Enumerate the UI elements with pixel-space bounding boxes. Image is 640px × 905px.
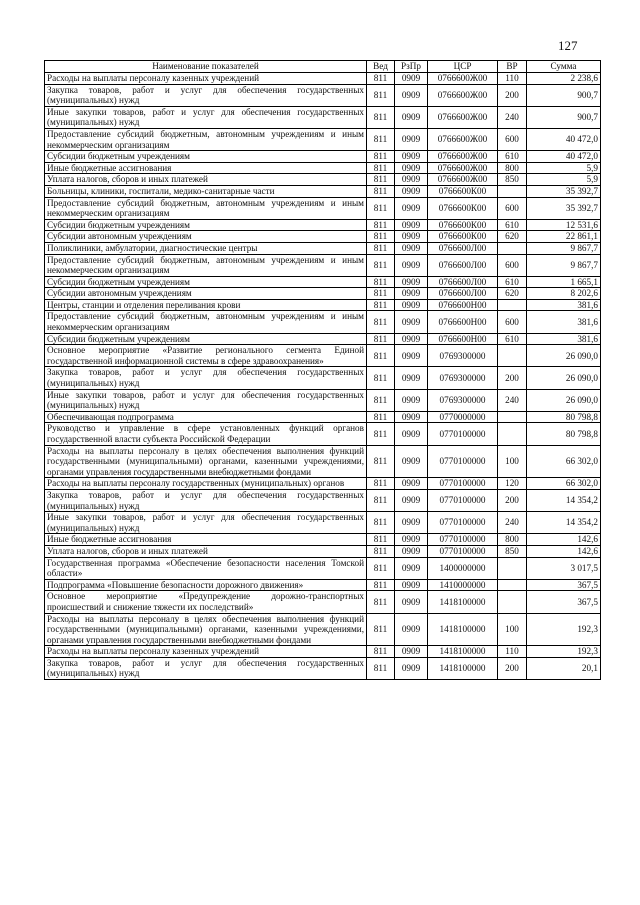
row-vr: 620 [498, 288, 527, 300]
row-vr: 850 [498, 174, 527, 186]
row-name: Субсидии бюджетным учреждениям [45, 276, 367, 288]
row-sum: 900,7 [527, 106, 601, 128]
row-rzpr: 0909 [395, 299, 428, 311]
table-row [45, 162, 601, 174]
row-name: Расходы на выплаты персоналу казенных учреждений [45, 73, 367, 85]
row-ved: 811 [367, 254, 395, 276]
row-sum: 367,5 [527, 579, 601, 591]
row-sum: 26 090,0 [527, 345, 601, 367]
row-name: Подпрограмма «Повышение безопасности дорожного движения» [45, 579, 367, 591]
row-vr: 100 [498, 613, 527, 646]
row-ved: 811 [367, 162, 395, 174]
table-row [45, 591, 601, 613]
row-sum: 12 531,6 [527, 219, 601, 231]
row-csr: 0766600Ж00 [428, 128, 498, 150]
row-name: Государственная программа «Обеспечение безопасности населения Томской области» [45, 557, 367, 579]
row-ved: 811 [367, 219, 395, 231]
table-row [45, 478, 601, 490]
row-ved: 811 [367, 534, 395, 546]
row-csr: 0770100000 [428, 534, 498, 546]
header-name: Наименование показателей [45, 61, 367, 73]
row-csr: 0766600Л00 [428, 242, 498, 254]
row-name: Расходы на выплаты персоналу государственных (муниципальных) органов [45, 478, 367, 490]
row-vr: 600 [498, 311, 527, 333]
table-row [45, 276, 601, 288]
row-sum: 381,6 [527, 311, 601, 333]
row-ved: 811 [367, 591, 395, 613]
row-csr: 0770100000 [428, 478, 498, 490]
row-csr: 0766600Н00 [428, 299, 498, 311]
table-row [45, 423, 601, 445]
row-ved: 811 [367, 128, 395, 150]
row-vr: 240 [498, 106, 527, 128]
row-csr: 1400000000 [428, 557, 498, 579]
row-name: Предоставление субсидий бюджетным, автономным учреждениям и иным некоммерческим организациям [45, 128, 367, 150]
row-name: Субсидии автономным учреждениям [45, 231, 367, 243]
row-rzpr: 0909 [395, 73, 428, 85]
row-csr: 0770000000 [428, 411, 498, 423]
table-row [45, 613, 601, 646]
table-row [45, 389, 601, 411]
row-vr: 610 [498, 276, 527, 288]
row-ved: 811 [367, 557, 395, 579]
row-csr: 1410000000 [428, 579, 498, 591]
row-vr: 100 [498, 445, 527, 478]
row-rzpr: 0909 [395, 128, 428, 150]
row-vr [498, 411, 527, 423]
row-csr: 0766600Л00 [428, 288, 498, 300]
row-vr: 610 [498, 151, 527, 163]
row-rzpr: 0909 [395, 489, 428, 511]
row-rzpr: 0909 [395, 276, 428, 288]
row-name: Закупка товаров, работ и услуг для обеспечения государственных (муниципальных) нужд [45, 489, 367, 511]
table-row [45, 557, 601, 579]
row-name: Основное мероприятие «Предупреждение дорожно-транспортных происшествий и снижение тяжести их последствий» [45, 591, 367, 613]
row-vr: 240 [498, 389, 527, 411]
row-ved: 811 [367, 478, 395, 490]
row-rzpr: 0909 [395, 333, 428, 345]
row-name: Иные бюджетные ассигнования [45, 534, 367, 546]
row-rzpr: 0909 [395, 389, 428, 411]
row-vr [498, 591, 527, 613]
row-sum: 66 302,0 [527, 445, 601, 478]
row-csr: 0766600Ж00 [428, 151, 498, 163]
row-csr: 0766600К00 [428, 185, 498, 197]
row-name: Иные закупки товаров, работ и услуг для обеспечения государственных (муниципальных) нужд [45, 512, 367, 534]
row-name: Предоставление субсидий бюджетным, автономным учреждениям и иным некоммерческим организациям [45, 311, 367, 333]
row-vr: 110 [498, 73, 527, 85]
row-sum: 14 354,2 [527, 489, 601, 511]
table-row [45, 311, 601, 333]
row-rzpr: 0909 [395, 231, 428, 243]
row-rzpr: 0909 [395, 84, 428, 106]
row-sum: 2 238,6 [527, 73, 601, 85]
row-csr: 0766600Ж00 [428, 73, 498, 85]
row-ved: 811 [367, 197, 395, 219]
row-name: Закупка товаров, работ и услуг для обеспечения государственных (муниципальных) нужд [45, 657, 367, 679]
row-rzpr: 0909 [395, 591, 428, 613]
row-rzpr: 0909 [395, 411, 428, 423]
row-sum: 381,6 [527, 333, 601, 345]
row-sum: 80 798,8 [527, 411, 601, 423]
row-ved: 811 [367, 389, 395, 411]
table-row [45, 174, 601, 186]
row-rzpr: 0909 [395, 242, 428, 254]
row-rzpr: 0909 [395, 174, 428, 186]
row-name: Расходы на выплаты персоналу казенных учреждений [45, 646, 367, 658]
row-ved: 811 [367, 311, 395, 333]
table-row [45, 231, 601, 243]
row-sum: 40 472,0 [527, 151, 601, 163]
row-csr: 0770100000 [428, 512, 498, 534]
row-name: Расходы на выплаты персоналу в целях обеспечения выполнения функций государственными (муниципальными) органами, казенными учреждениями, органами управления государственными внебюджетными фондами [45, 445, 367, 478]
row-sum: 5,9 [527, 162, 601, 174]
row-csr: 0770100000 [428, 423, 498, 445]
table-row [45, 579, 601, 591]
row-csr: 0766600Ж00 [428, 106, 498, 128]
row-rzpr: 0909 [395, 151, 428, 163]
row-sum: 20,1 [527, 657, 601, 679]
row-csr: 0770100000 [428, 489, 498, 511]
table-row [45, 411, 601, 423]
row-name: Поликлиники, амбулатории, диагностические центры [45, 242, 367, 254]
row-csr: 1418100000 [428, 657, 498, 679]
header-vr: ВР [498, 61, 527, 73]
row-vr: 620 [498, 231, 527, 243]
row-sum: 66 302,0 [527, 478, 601, 490]
row-sum: 3 017,5 [527, 557, 601, 579]
row-ved: 811 [367, 545, 395, 557]
row-sum: 9 867,7 [527, 254, 601, 276]
row-rzpr: 0909 [395, 162, 428, 174]
row-ved: 811 [367, 288, 395, 300]
row-sum: 35 392,7 [527, 185, 601, 197]
row-ved: 811 [367, 185, 395, 197]
row-vr [498, 579, 527, 591]
row-vr: 200 [498, 84, 527, 106]
row-name: Предоставление субсидий бюджетным, автономным учреждениям и иным некоммерческим организациям [45, 197, 367, 219]
row-sum: 142,6 [527, 534, 601, 546]
row-rzpr: 0909 [395, 311, 428, 333]
row-vr: 200 [498, 489, 527, 511]
row-rzpr: 0909 [395, 254, 428, 276]
row-vr: 850 [498, 545, 527, 557]
table-row [45, 489, 601, 511]
row-csr: 0766600Ж00 [428, 84, 498, 106]
row-ved: 811 [367, 423, 395, 445]
row-ved: 811 [367, 242, 395, 254]
row-vr: 600 [498, 197, 527, 219]
row-csr: 1418100000 [428, 613, 498, 646]
row-sum: 40 472,0 [527, 128, 601, 150]
table-row [45, 106, 601, 128]
header-ved: Вед [367, 61, 395, 73]
row-sum: 80 798,8 [527, 423, 601, 445]
row-vr: 200 [498, 367, 527, 389]
row-ved: 811 [367, 489, 395, 511]
row-name: Закупка товаров, работ и услуг для обеспечения государственных (муниципальных) нужд [45, 367, 367, 389]
row-sum: 192,3 [527, 646, 601, 658]
row-name: Иные закупки товаров, работ и услуг для обеспечения государственных (муниципальных) нужд [45, 389, 367, 411]
row-vr: 610 [498, 219, 527, 231]
row-csr: 1418100000 [428, 591, 498, 613]
row-vr: 600 [498, 254, 527, 276]
row-vr: 610 [498, 333, 527, 345]
table-row [45, 84, 601, 106]
row-name: Расходы на выплаты персоналу в целях обеспечения выполнения функций государственными (муниципальными) органами, казенными учреждениями, органами управления государственными внебюджетными фондами [45, 613, 367, 646]
row-rzpr: 0909 [395, 219, 428, 231]
row-rzpr: 0909 [395, 579, 428, 591]
row-vr: 110 [498, 646, 527, 658]
row-vr: 800 [498, 534, 527, 546]
row-csr: 0769300000 [428, 367, 498, 389]
row-ved: 811 [367, 106, 395, 128]
row-rzpr: 0909 [395, 512, 428, 534]
table-row [45, 151, 601, 163]
row-csr: 0766600Н00 [428, 333, 498, 345]
table-row [45, 254, 601, 276]
row-csr: 0766600Л00 [428, 254, 498, 276]
row-sum: 22 861,1 [527, 231, 601, 243]
row-name: Субсидии бюджетным учреждениям [45, 151, 367, 163]
row-rzpr: 0909 [395, 545, 428, 557]
row-csr: 0766600Н00 [428, 311, 498, 333]
row-vr [498, 185, 527, 197]
table-row [45, 646, 601, 658]
table-row [45, 242, 601, 254]
table-row [45, 128, 601, 150]
row-sum: 142,6 [527, 545, 601, 557]
row-name: Уплата налогов, сборов и иных платежей [45, 545, 367, 557]
table-row [45, 657, 601, 679]
row-ved: 811 [367, 445, 395, 478]
row-name: Закупка товаров, работ и услуг для обеспечения государственных (муниципальных) нужд [45, 84, 367, 106]
row-ved: 811 [367, 657, 395, 679]
row-ved: 811 [367, 276, 395, 288]
row-name: Субсидии автономным учреждениям [45, 288, 367, 300]
row-csr: 0769300000 [428, 345, 498, 367]
row-csr: 0766600Ж00 [428, 162, 498, 174]
row-ved: 811 [367, 174, 395, 186]
row-sum: 367,5 [527, 591, 601, 613]
row-ved: 811 [367, 299, 395, 311]
budget-table [44, 60, 601, 680]
row-sum: 26 090,0 [527, 367, 601, 389]
row-vr [498, 345, 527, 367]
table-row [45, 299, 601, 311]
row-name: Основное мероприятие «Развитие регионального сегмента Единой государственной информационной системы в сфере здравоохранения» [45, 345, 367, 367]
row-name: Субсидии бюджетным учреждениям [45, 219, 367, 231]
table-row [45, 345, 601, 367]
row-rzpr: 0909 [395, 657, 428, 679]
row-name: Больницы, клиники, госпитали, медико-санитарные части [45, 185, 367, 197]
row-ved: 811 [367, 512, 395, 534]
row-name: Уплата налогов, сборов и иных платежей [45, 174, 367, 186]
row-name: Субсидии бюджетным учреждениям [45, 333, 367, 345]
row-vr [498, 242, 527, 254]
row-vr: 600 [498, 128, 527, 150]
row-ved: 811 [367, 345, 395, 367]
row-name: Иные закупки товаров, работ и услуг для обеспечения государственных (муниципальных) нужд [45, 106, 367, 128]
row-csr: 0766600Л00 [428, 276, 498, 288]
row-ved: 811 [367, 84, 395, 106]
row-sum: 5,9 [527, 174, 601, 186]
row-sum: 9 867,7 [527, 242, 601, 254]
row-rzpr: 0909 [395, 557, 428, 579]
row-rzpr: 0909 [395, 423, 428, 445]
row-vr: 120 [498, 478, 527, 490]
row-sum: 192,3 [527, 613, 601, 646]
row-vr [498, 299, 527, 311]
row-ved: 811 [367, 73, 395, 85]
table-row [45, 512, 601, 534]
table-row [45, 545, 601, 557]
row-ved: 811 [367, 367, 395, 389]
row-csr: 0770100000 [428, 545, 498, 557]
row-csr: 0766600К00 [428, 219, 498, 231]
row-csr: 0766600К00 [428, 197, 498, 219]
header-csr: ЦСР [428, 61, 498, 73]
table-row [45, 333, 601, 345]
row-ved: 811 [367, 231, 395, 243]
row-rzpr: 0909 [395, 534, 428, 546]
row-vr: 800 [498, 162, 527, 174]
row-vr: 240 [498, 512, 527, 534]
page-number: 127 [558, 38, 578, 53]
row-rzpr: 0909 [395, 478, 428, 490]
row-ved: 811 [367, 333, 395, 345]
row-rzpr: 0909 [395, 613, 428, 646]
row-sum: 381,6 [527, 299, 601, 311]
row-rzpr: 0909 [395, 646, 428, 658]
row-rzpr: 0909 [395, 197, 428, 219]
row-rzpr: 0909 [395, 445, 428, 478]
header-sum: Сумма [527, 61, 601, 73]
row-sum: 1 665,1 [527, 276, 601, 288]
row-ved: 811 [367, 579, 395, 591]
row-ved: 811 [367, 613, 395, 646]
row-csr: 1418100000 [428, 646, 498, 658]
row-ved: 811 [367, 151, 395, 163]
table-header-row [45, 61, 601, 73]
table-row [45, 288, 601, 300]
row-name: Центры, станции и отделения переливания крови [45, 299, 367, 311]
table-row [45, 445, 601, 478]
row-name: Предоставление субсидий бюджетным, автономным учреждениям и иным некоммерческим организациям [45, 254, 367, 276]
row-sum: 900,7 [527, 84, 601, 106]
row-rzpr: 0909 [395, 367, 428, 389]
row-sum: 14 354,2 [527, 512, 601, 534]
row-ved: 811 [367, 646, 395, 658]
table-row [45, 367, 601, 389]
row-vr [498, 423, 527, 445]
row-name: Руководство и управление в сфере установленных функций органов государственной власти субъекта Российской Федерации [45, 423, 367, 445]
row-sum: 26 090,0 [527, 389, 601, 411]
row-vr: 200 [498, 657, 527, 679]
row-rzpr: 0909 [395, 345, 428, 367]
row-vr [498, 557, 527, 579]
table-row [45, 219, 601, 231]
row-csr: 0770100000 [428, 445, 498, 478]
row-rzpr: 0909 [395, 106, 428, 128]
row-rzpr: 0909 [395, 288, 428, 300]
table-row [45, 73, 601, 85]
header-rzpr: РзПр [395, 61, 428, 73]
row-csr: 0769300000 [428, 389, 498, 411]
row-sum: 35 392,7 [527, 197, 601, 219]
row-rzpr: 0909 [395, 185, 428, 197]
table-row [45, 534, 601, 546]
row-name: Обеспечивающая подпрограмма [45, 411, 367, 423]
row-name: Иные бюджетные ассигнования [45, 162, 367, 174]
table-row [45, 185, 601, 197]
table-row [45, 197, 601, 219]
row-csr: 0766600К00 [428, 231, 498, 243]
row-ved: 811 [367, 411, 395, 423]
row-csr: 0766600Ж00 [428, 174, 498, 186]
row-sum: 8 202,6 [527, 288, 601, 300]
